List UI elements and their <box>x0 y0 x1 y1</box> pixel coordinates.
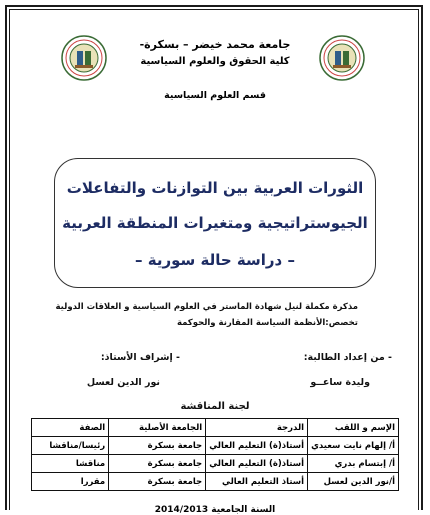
memo-description: مذكرة مكملة لنيل شهادة الماستر في العلوم السياسية و العلاقات الدولية <box>55 302 358 312</box>
table-row <box>32 473 399 491</box>
student-name: وليدة ساعــو <box>310 377 370 388</box>
faculty-name: كلية الحقوق والعلوم السياسية <box>140 56 290 67</box>
member-university: جامعة بسكرة <box>109 437 206 455</box>
supervisor-label: - إشراف الأستاذ: <box>100 352 180 363</box>
thesis-subtitle: – دراسة حالة سورية – <box>135 251 295 269</box>
academic-year: السنة الجامعية 2014/2013 <box>154 505 276 515</box>
member-role: رئيسا/مناقشا <box>32 437 109 455</box>
member-university: جامعة بسكرة <box>109 455 206 473</box>
university-name: جامعة محمد خيضر – بسكرة- <box>139 38 291 51</box>
thesis-title-line-1: الثورات العربية بين التوازنات والتفاعلات <box>66 179 364 197</box>
table-row <box>32 437 399 455</box>
column-header-name: الإسم و اللقب <box>308 419 399 437</box>
table-header-row <box>32 419 399 437</box>
member-university: جامعة بسكرة <box>109 473 206 491</box>
table-row <box>32 455 399 473</box>
column-header-university: الجامعة الأصلية <box>109 419 206 437</box>
thesis-title-box <box>54 158 376 288</box>
member-name: أ/ إبتسام بدري <box>308 455 399 473</box>
thesis-title-line-2: الجيوستراتيجية ومتغيرات المنطقة العربية <box>62 214 368 232</box>
committee-table <box>31 418 399 491</box>
department-name: قسم العلوم السياسية <box>164 90 266 101</box>
column-header-role: الصفة <box>32 419 109 437</box>
member-rank: أستاذ(ة) التعليم العالي <box>206 437 308 455</box>
member-rank: أستاذ(ة) التعليم العالي <box>206 455 308 473</box>
student-label: - من إعداد الطالبة: <box>303 352 392 363</box>
member-role: مناقشا <box>32 455 109 473</box>
university-crest-icon <box>318 34 366 82</box>
member-role: مقررا <box>32 473 109 491</box>
memo-specialization: تخصص:الأنظمة السياسة المقارنة والحوكمة <box>176 318 358 328</box>
member-rank: أستاذ التعليم العالي <box>206 473 308 491</box>
university-crest-icon <box>60 34 108 82</box>
column-header-rank: الدرجة <box>206 419 308 437</box>
supervisor-name: نور الدين لعسل <box>86 377 160 388</box>
committee-title: لجنة المناقشة <box>180 401 250 412</box>
member-name: أ/نور الدين لعسل <box>308 473 399 491</box>
member-name: أ/ إلهام نايت سعيدي <box>308 437 399 455</box>
